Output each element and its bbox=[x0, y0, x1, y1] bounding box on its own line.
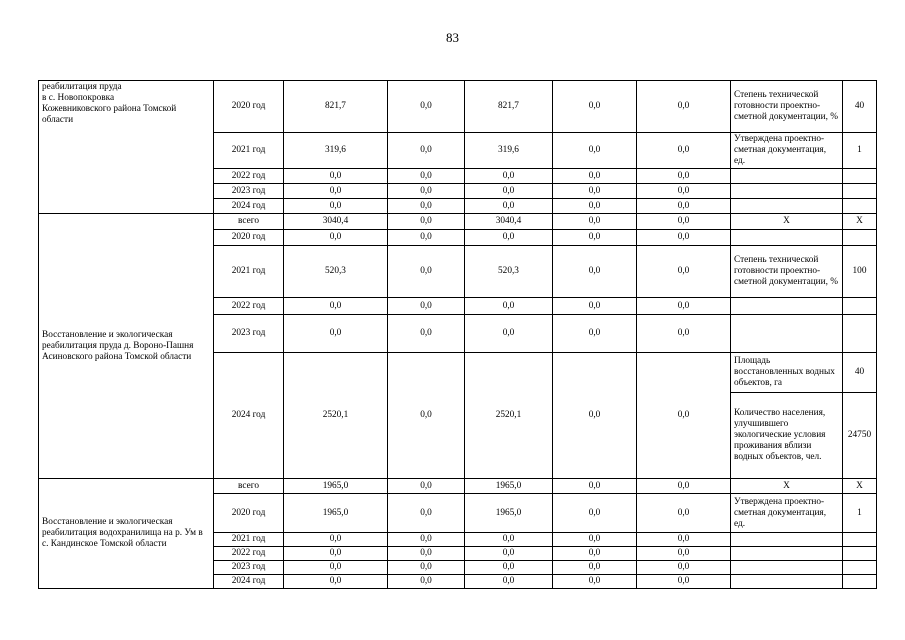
indicator-cell: Утверждена проектно-сметная документация, ед. bbox=[731, 133, 843, 169]
extrabudget-cell: 0,0 bbox=[637, 199, 731, 214]
indicator-cell: Утверждена проектно-сметная документация, ед. bbox=[731, 494, 843, 533]
indicator-cell bbox=[731, 230, 843, 246]
federal-cell: 0,0 bbox=[388, 533, 465, 547]
extrabudget-cell: 0,0 bbox=[637, 246, 731, 298]
regional-cell: 2520,1 bbox=[465, 353, 553, 479]
extrabudget-cell: 0,0 bbox=[637, 494, 731, 533]
total-cell: 520,3 bbox=[284, 246, 388, 298]
local-cell: 0,0 bbox=[553, 575, 637, 589]
indicator-value-cell: 40 bbox=[843, 81, 877, 133]
extrabudget-cell: 0,0 bbox=[637, 214, 731, 230]
local-cell: 0,0 bbox=[553, 315, 637, 353]
local-cell: 0,0 bbox=[553, 199, 637, 214]
measure-name-cell bbox=[39, 214, 214, 479]
year-cell: 2021 год bbox=[214, 533, 284, 547]
federal-cell: 0,0 bbox=[388, 575, 465, 589]
regional-cell: 3040,4 bbox=[465, 214, 553, 230]
regional-cell: 0,0 bbox=[465, 298, 553, 315]
local-cell: 0,0 bbox=[553, 184, 637, 199]
federal-cell: 0,0 bbox=[388, 298, 465, 315]
extrabudget-cell: 0,0 bbox=[637, 298, 731, 315]
indicator-value-cell bbox=[843, 575, 877, 589]
regional-cell: 0,0 bbox=[465, 575, 553, 589]
federal-cell: 0,0 bbox=[388, 214, 465, 230]
indicator-value-cell bbox=[843, 169, 877, 184]
total-cell: 0,0 bbox=[284, 199, 388, 214]
extrabudget-cell: 0,0 bbox=[637, 561, 731, 575]
local-cell: 0,0 bbox=[553, 561, 637, 575]
year-cell: 2020 год bbox=[214, 230, 284, 246]
indicator-cell: Х bbox=[731, 479, 843, 494]
extrabudget-cell: 0,0 bbox=[637, 230, 731, 246]
extrabudget-cell: 0,0 bbox=[637, 575, 731, 589]
total-cell: 3040,4 bbox=[284, 214, 388, 230]
measure-name: Восстановление и экологическая реабилитация пруда д. Вороно-Пашня Асиновского района Томской области bbox=[42, 329, 194, 362]
total-cell: 0,0 bbox=[284, 184, 388, 199]
year-cell: 2021 год bbox=[214, 246, 284, 298]
federal-cell: 0,0 bbox=[388, 133, 465, 169]
indicator-value-cell: 40 bbox=[843, 353, 877, 393]
measure-name: реабилитация пруда в с. Новопокровка Кожевниковского района Томской области bbox=[42, 82, 177, 125]
year-cell: 2024 год bbox=[214, 575, 284, 589]
year-cell: 2021 год bbox=[214, 133, 284, 169]
regional-cell: 0,0 bbox=[465, 561, 553, 575]
extrabudget-cell: 0,0 bbox=[637, 533, 731, 547]
year-cell: 2023 год bbox=[214, 561, 284, 575]
total-cell: 1965,0 bbox=[284, 479, 388, 494]
indicator-cell bbox=[731, 184, 843, 199]
indicator-cell bbox=[731, 575, 843, 589]
local-cell: 0,0 bbox=[553, 298, 637, 315]
total-cell: 1965,0 bbox=[284, 494, 388, 533]
federal-cell: 0,0 bbox=[388, 169, 465, 184]
total-cell: 2520,1 bbox=[284, 353, 388, 479]
federal-cell: 0,0 bbox=[388, 561, 465, 575]
federal-cell: 0,0 bbox=[388, 230, 465, 246]
indicator-value-cell bbox=[843, 547, 877, 561]
indicator-value-cell bbox=[843, 184, 877, 199]
indicator-value-cell: 1 bbox=[843, 133, 877, 169]
regional-cell: 821,7 bbox=[465, 81, 553, 133]
local-cell: 0,0 bbox=[553, 494, 637, 533]
indicator-value-cell bbox=[843, 315, 877, 353]
total-cell: 0,0 bbox=[284, 230, 388, 246]
local-cell: 0,0 bbox=[553, 479, 637, 494]
federal-cell: 0,0 bbox=[388, 479, 465, 494]
regional-cell: 0,0 bbox=[465, 199, 553, 214]
year-cell: 2022 год bbox=[214, 298, 284, 315]
total-cell: 0,0 bbox=[284, 315, 388, 353]
regional-cell: 0,0 bbox=[465, 184, 553, 199]
measure-name-cell bbox=[39, 81, 214, 214]
total-cell: 0,0 bbox=[284, 533, 388, 547]
indicator-cell bbox=[731, 199, 843, 214]
year-cell: 2024 год bbox=[214, 353, 284, 479]
indicator-value-cell: Х bbox=[843, 214, 877, 230]
table-row bbox=[39, 479, 877, 494]
extrabudget-cell: 0,0 bbox=[637, 133, 731, 169]
local-cell: 0,0 bbox=[553, 230, 637, 246]
indicator-value-cell bbox=[843, 561, 877, 575]
indicator-value-cell bbox=[843, 230, 877, 246]
local-cell: 0,0 bbox=[553, 133, 637, 169]
regional-cell: 0,0 bbox=[465, 533, 553, 547]
federal-cell: 0,0 bbox=[388, 184, 465, 199]
year-cell: всего bbox=[214, 479, 284, 494]
indicator-cell bbox=[731, 533, 843, 547]
indicator-cell: Количество населения, улучшившего экологические условия проживания вблизи водных объектов, чел. bbox=[731, 393, 843, 479]
year-cell: 2020 год bbox=[214, 81, 284, 133]
extrabudget-cell: 0,0 bbox=[637, 169, 731, 184]
indicator-cell bbox=[731, 315, 843, 353]
total-cell: 0,0 bbox=[284, 547, 388, 561]
federal-cell: 0,0 bbox=[388, 199, 465, 214]
indicator-value-cell: Х bbox=[843, 479, 877, 494]
regional-cell: 0,0 bbox=[465, 547, 553, 561]
regional-cell: 319,6 bbox=[465, 133, 553, 169]
indicator-cell bbox=[731, 169, 843, 184]
federal-cell: 0,0 bbox=[388, 353, 465, 479]
table-row bbox=[39, 214, 877, 230]
indicator-cell: Степень технической готовности проектно-сметной документации, % bbox=[731, 81, 843, 133]
year-cell: 2023 год bbox=[214, 315, 284, 353]
local-cell: 0,0 bbox=[553, 246, 637, 298]
indicator-value-cell bbox=[843, 298, 877, 315]
measure-name: Восстановление и экологическая реабилитация водохранилища на р. Ум в с. Кандинское Томской области bbox=[42, 517, 203, 549]
total-cell: 821,7 bbox=[284, 81, 388, 133]
regional-cell: 0,0 bbox=[465, 230, 553, 246]
regional-cell: 1965,0 bbox=[465, 479, 553, 494]
local-cell: 0,0 bbox=[553, 353, 637, 479]
indicator-value-cell: 100 bbox=[843, 246, 877, 298]
total-cell: 0,0 bbox=[284, 169, 388, 184]
indicator-value-cell bbox=[843, 199, 877, 214]
federal-cell: 0,0 bbox=[388, 494, 465, 533]
extrabudget-cell: 0,0 bbox=[637, 184, 731, 199]
federal-cell: 0,0 bbox=[388, 547, 465, 561]
regional-cell: 0,0 bbox=[465, 169, 553, 184]
year-cell: 2022 год bbox=[214, 169, 284, 184]
indicator-cell bbox=[731, 298, 843, 315]
total-cell: 0,0 bbox=[284, 575, 388, 589]
local-cell: 0,0 bbox=[553, 214, 637, 230]
total-cell: 0,0 bbox=[284, 298, 388, 315]
extrabudget-cell: 0,0 bbox=[637, 353, 731, 479]
indicator-cell bbox=[731, 561, 843, 575]
regional-cell: 0,0 bbox=[465, 315, 553, 353]
indicator-value-cell: 24750 bbox=[843, 393, 877, 479]
total-cell: 319,6 bbox=[284, 133, 388, 169]
year-cell: всего bbox=[214, 214, 284, 230]
local-cell: 0,0 bbox=[553, 169, 637, 184]
indicator-cell bbox=[731, 547, 843, 561]
indicator-cell: Х bbox=[731, 214, 843, 230]
federal-cell: 0,0 bbox=[388, 315, 465, 353]
year-cell: 2022 год bbox=[214, 547, 284, 561]
indicator-value-cell bbox=[843, 533, 877, 547]
extrabudget-cell: 0,0 bbox=[637, 547, 731, 561]
indicator-cell: Степень технической готовности проектно-сметной документации, % bbox=[731, 246, 843, 298]
extrabudget-cell: 0,0 bbox=[637, 81, 731, 133]
local-cell: 0,0 bbox=[553, 81, 637, 133]
year-cell: 2023 год bbox=[214, 184, 284, 199]
regional-cell: 520,3 bbox=[465, 246, 553, 298]
federal-cell: 0,0 bbox=[388, 246, 465, 298]
extrabudget-cell: 0,0 bbox=[637, 479, 731, 494]
budget-table bbox=[38, 80, 877, 589]
local-cell: 0,0 bbox=[553, 547, 637, 561]
regional-cell: 1965,0 bbox=[465, 494, 553, 533]
total-cell: 0,0 bbox=[284, 561, 388, 575]
indicator-value-cell: 1 bbox=[843, 494, 877, 533]
indicator-cell: Площадь восстановленных водных объектов, га bbox=[731, 353, 843, 393]
table-row bbox=[39, 81, 877, 133]
local-cell: 0,0 bbox=[553, 533, 637, 547]
page-number: 83 bbox=[446, 30, 459, 45]
year-cell: 2020 год bbox=[214, 494, 284, 533]
measure-name-cell bbox=[39, 479, 214, 589]
extrabudget-cell: 0,0 bbox=[637, 315, 731, 353]
federal-cell: 0,0 bbox=[388, 81, 465, 133]
year-cell: 2024 год bbox=[214, 199, 284, 214]
